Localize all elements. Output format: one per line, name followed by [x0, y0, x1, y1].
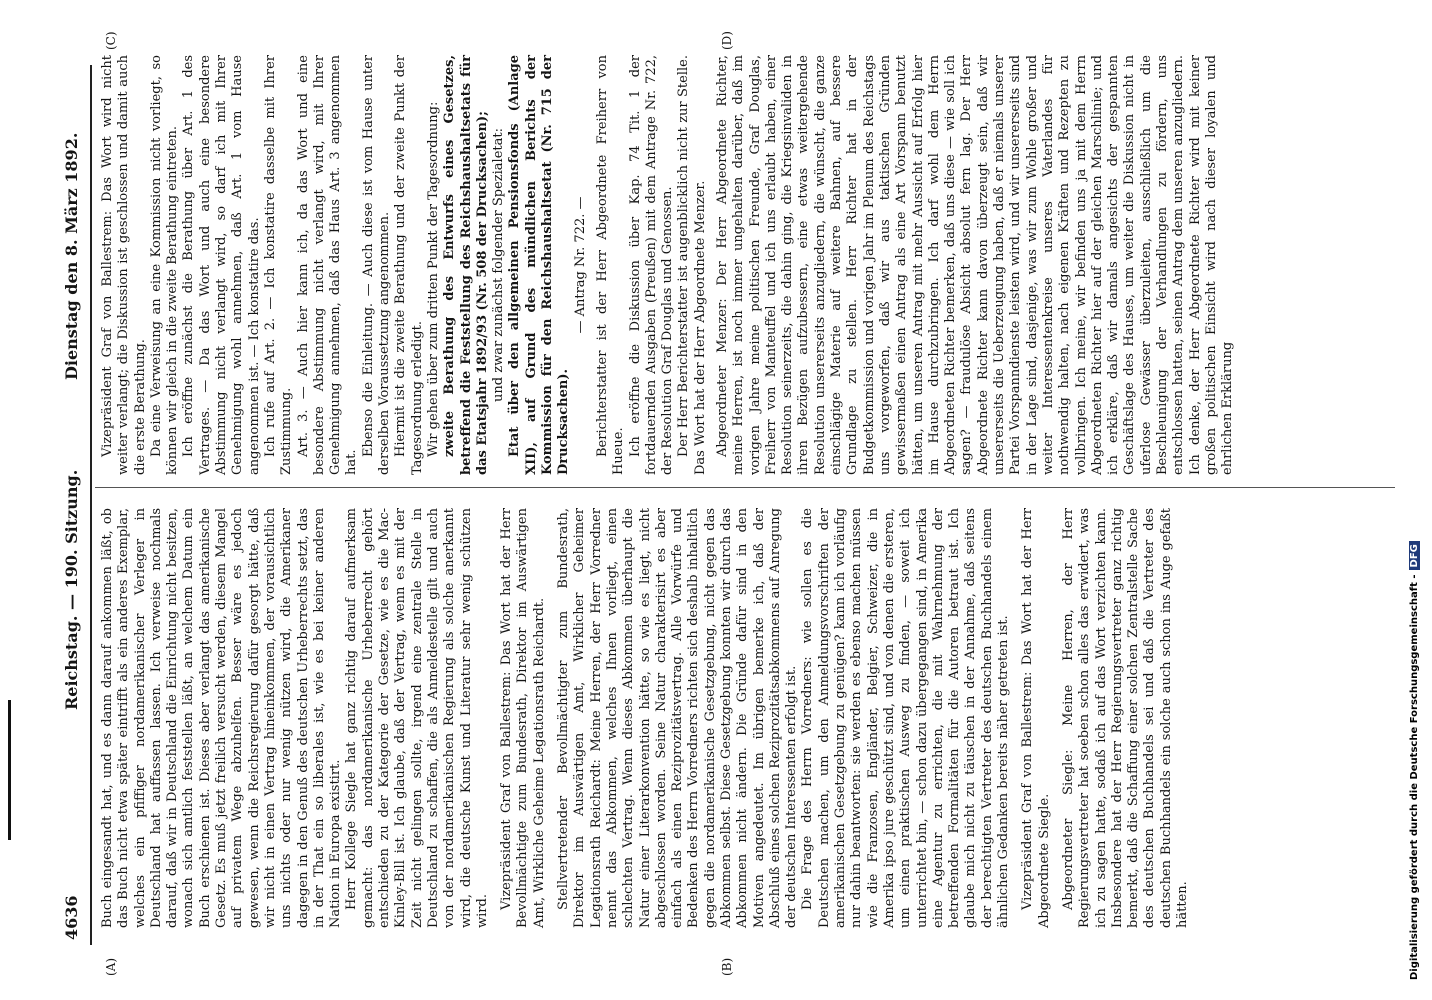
credit-text: Digitalisierung gefördert durch die Deutsche Forschungsgemeinschaft -: [1409, 574, 1420, 980]
paragraph: Buch eingesandt hat, und es dann darauf ankommen läßt, ob das Buch nicht etwa später eintrifft als ein anderes Exemplar, welches ein pfiffiger nordamerikanischer Verleger in Deutschland hat auffassen lassen. Ich verweise nochmals darauf, daß wir in Deutschland die Einrichtung nicht besitzen, wonach sich amtlich feststellen läßt, an welchem Datum ein Buch erschienen ist. Dieses aber verlangt das amerikanische Gesetz. Es muß jetzt freilich versucht werden, diesem Mangel auf privatem Wege abzuhelfen. Besser wäre es jedoch gewesen, wenn die Reichsregierung dafür gesorgt hätte, daß wir nicht in einen Vertrag hineinkommen, der vorausichtlich uns nichts oder nur wenig nützen wird, die Amerikaner dagegen in den Genuß des deutschen Urheberrechts setzt, das in der That ein so liberales ist, wie es bei keiner anderen Nation in Europa existirt.: [100, 508, 344, 928]
paragraph: Berichterstatter ist der Herr Abgeordnete Freiherr von Hueue.: [594, 55, 627, 475]
paragraph: Da eine Verweisung an eine Kommission nicht vorliegt, so können wir gleich in die zweite Berathung eintreten.: [148, 55, 181, 475]
paragraph: Ebenso die Einleitung. — Auch diese ist vom Hause unter derselben Voraussetzung angenommen.: [360, 55, 393, 475]
agenda-item: Etat über den allgemeinen Pensionsfonds (Anlage XII), auf Grund des mündlichen Berichts der Kommission für den Reichshaushaltsetat (Nr. 715 der Drucksachen).: [507, 55, 572, 475]
column-divider: [95, 487, 1395, 488]
paragraph: Abgeordneter Menzer: Der Herr Abgeordnete Richter, meine Herren, ist noch immer ungehalten darüber, daß im vorigen Jahre meine politischen Freunde, Graf Douglas, Freiherr von Manteuffel und ich uns erlaubt haben, einer Resolution seinerzeits, die dahin ging, die Kriegsinvaliden in ihren Bezügen aufzubessern, eine etwas weitergehende Resolution unsererseits anzugliedern, die wünscht, die ganze einschlägige Materie auf weitere Bahnen, auf bessere Grundlage zu stellen. Herr Richter hat in der Budgetkommission und vorigen Jahr im Plenum des Reichstags uns vorgeworfen, daß wir aus taktischen Gründen gewissermaßen einen Antrag als eine Art Vorspann benutzt hätten, um unseren Antrag mit mehr Aussicht auf Erfolg hier im Hause durchzubringen. Ich darf wohl dem Herrn Abgeordneten Richter bemerken, daß uns diese — wie soll ich sagen? — fraudulöse Absicht absolut fern lag. Der Herr Abgeordnete Richter kann davon überzeugt sein, daß wir unsererseits die Ueberzeugung haben, daß er niemals unserer Partei Vorspanndienste leisten wird, und wir unsererseits sind in der Lage sind, dasjenige, was wir zum Wohle großer und weiter Interessentenkreise unseres Vaterlandes für nothwendig halten, nach eigenen Kräften und Rezepten zu vollbringen. Ich meine, wir befinden uns ja mit dem Herrn Abgeordneten Richter hier auf der gleichen Marschlinie; und ich erkläre, daß wir damals angesichts der gespannten Geschäftslage des Hauses, um weiter die Diskussion nicht in uferlose Gewässer überzuleiten, ausschließlich um die Beschleunigung der Verhandlungen zu fördern, uns entschlossen hatten, seinen Antrag dem unseren anzugliedern. Ich denke, der Herr Abgeordnete Richter wird mit keiner großen politischen Einsicht wird nach dieser loyalen und ehrlichen Erklärung: [714, 55, 1236, 475]
paragraph: Die Frage des Herrn Vorredners: wie sollen es die Deutschen machen, um den Anmeldungsvorschriften der amerikanischen Gesetzgebung zu genügen? kann ich vorläufig nur dahin beantworten: sie werden es ebenso machen müssen wie die Franzosen, Engländer, Belgier, Schweizer, die in Amerika ipso jure geschützt sind, und von denen die ersteren, um einen praktischen Ausweg zu finden, — soweit ich unterrichtet bin, — schon dazu übergegangen sind, in Amerika eine Agentur zu errichten, die mit Wahrnehmung der betreffenden Formalitäten für die Autoren betraut ist. Ich glaube mich nicht zu täuschen in der Annahme, daß seitens der berechtigten Vertreter des deutschen Buchhandels einem ähnlichen Gedanken bereits näher getreten ist.: [800, 508, 1012, 928]
right-column: [100, 55, 1236, 475]
paragraph: Hiermit ist die zweite Berathung und der zweite Punkt der Tagesordnung erledigt.: [393, 55, 425, 475]
session-title: Reichstag. — 190. Sitzung.: [62, 469, 81, 710]
paragraph: Abgeordneter Siegle: Meine Herren, der Herr Regierungsvertreter hat soeben schon alles das erwidert, was ich zu sagen hatte, sodaß ich auf das Wort verzichten kann. Insbesondere hat der Herr Regierungsvertreter ganz richtig bemerkt, daß die Schaffung einer solchen Zentralstelle Sache des deutschen Buchhandels sei und daß die Vertreter des deutschen Buchhandels ein solche auch schon ins Auge gefaßt hätten.: [1060, 508, 1190, 928]
motion-reference: — Antrag Nr. 722. —: [572, 196, 588, 334]
digitization-credit: [1409, 20, 1427, 980]
paragraph: Art. 3. — Auch hier kann ich, da das Wort und eine besondere Abstimmung nicht verlangt wird, mit Ihrer Genehmigung annehmen, daß das Haus Art. 3 angenommen hat.: [295, 55, 360, 475]
margin-mark-a: (A): [104, 957, 118, 976]
margin-mark-b: (B): [720, 957, 734, 976]
page-header: [62, 40, 86, 940]
paragraph: Ich rufe auf Art. 2. — Ich konstatire dasselbe mit Ihrer Zustimmung.: [262, 55, 295, 475]
left-column: [100, 508, 1191, 928]
paragraph: Der Herr Berichterstatter ist augenblicklich nicht zur Stelle. Das Wort hat der Herr Abgeordnete Menzer.: [676, 55, 708, 475]
top-rule-fragment: [8, 700, 14, 840]
paragraph: Vizepräsident Graf von Ballestrem: Das Wort wird nicht weiter verlangt; die Diskussion ist geschlossen und damit auch die erste Berathung.: [100, 55, 148, 475]
header-rule: [90, 65, 92, 945]
margin-mark-d: (D): [720, 31, 734, 50]
paragraph: Ich eröffne die Diskussion über Kap. 74 Tit. 1 der fortdauernden Ausgaben (Preußen) mit dem Antrage Nr. 722, der Resolution Graf Douglas und Genossen.: [627, 55, 676, 475]
paragraph: Stellvertretender Bevollmächtigter zum Bundesrath, Direktor im Auswärtigen Amt, Wirklicher Geheimer Legationsrath Reichardt: Meine Herren, der Herr Vorredner nennt das Abkommen, welches Ihnen vorliegt, einen schlechten Vertrag. Wenn dieses Abkommen überhaupt die Natur einer Literarkonvention hätte, so wie es liegt, nicht abgeschlossen worden. Seine Natur charakterisirt es aber einfach als einen Reziprozitätsvertrag. Alle Vorwürfe und Bedenken des Herrn Vorredners richten sich deshalb inhaltlich gegen die nordamerikanische Gesetzgebung, nicht gegen das Abkommen selbst. Diese Gesetzgebung konnten wir durch das Abkommen nicht ändern. Die Gründe dafür sind in den Motiven angedeutet. Im übrigen bemerke ich, daß der Abschluß eines solchen Reziprozitätsabkommens auf Anregung der deutschen Interessenten erfolgt ist.: [556, 508, 800, 928]
session-date: Dienstag den 8. März 1892.: [62, 132, 81, 380]
paragraph: Herr Kollege Siegle hat ganz richtig darauf aufmerksam gemacht: das nordamerikanische Urheberrecht gehört entschieden zu der Kategorie der Gesetze, wie es die Mac-Kinley-Bill ist. Ich glaube, daß der Vertrag, wenn es mit der Zeit nicht gelingen sollte, irgend eine zentrale Stelle in Deutschland zu schaffen, die als Anmeldestelle gilt und auch von der nordamerikanischen Regierung als solche anerkannt wird, die deutsche Kunst und Literatur sehr wenig schützen wird.: [344, 508, 490, 928]
paragraph: Vizepräsident Graf von Ballestrem: Das Wort hat der Herr Abgeordnete Siegle.: [1020, 508, 1052, 928]
paragraph: Ich eröffne zunächst die Berathung über Art. 1 des Vertrages. — Da das Wort und auch eine besondere Abstimmung nicht verlangt wird, so darf ich mit Ihrer Genehmigung wohl annehmen, daß Art. 1 vom Hause angenommen ist. — Ich konstatire das.: [181, 55, 262, 475]
paragraph: Vizepräsident Graf von Ballestrem: Das Wort hat der Herr Bevollmächtigte zum Bundesrath, Direktor im Auswärtigen Amt, Wirkliche Geheime Legationsrath Reichardt.: [499, 508, 547, 928]
agenda-item: zweite Berathung des Entwurfs eines Gesetzes, betreffend die Feststellung des Reichshaushaltsetats für das Etatsjahr 1892/93 (Nr. 508 der Drucksachen);: [442, 55, 490, 475]
page-number: 4636: [62, 895, 81, 940]
paragraph: und zwar zunächst folgender Spezialetat:: [491, 128, 507, 402]
paragraph: Wir gehen über zum dritten Punkt der Tagesordnung:: [425, 101, 441, 457]
margin-mark-c: (C): [104, 31, 118, 50]
dfg-logo: DFG: [1409, 541, 1420, 570]
